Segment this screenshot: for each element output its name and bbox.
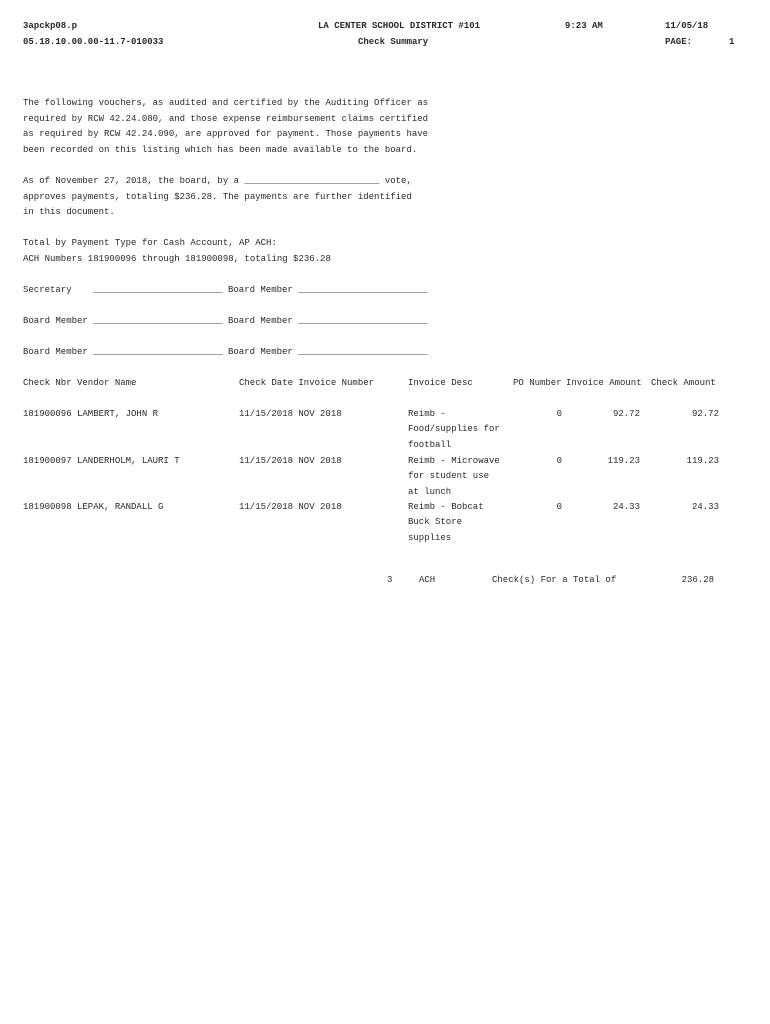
header-check-date-invoice: Check Date Invoice Number <box>239 378 375 388</box>
header-invoice-desc: Invoice Desc <box>408 378 473 388</box>
signature-board-member: Board Member ________________________ <box>23 347 223 357</box>
signature-board-member: Board Member ________________________ <box>228 347 428 357</box>
summary-type: ACH <box>419 575 436 585</box>
report-title: Check Summary <box>358 37 429 47</box>
header-po-number: PO Number <box>513 378 562 388</box>
program-name: 3apckp08.p <box>23 21 78 31</box>
row-desc-line: Food/supplies for <box>408 424 500 434</box>
row-check-date-invoice: 11/15/2018 NOV 2018 <box>239 409 342 419</box>
district-name: LA CENTER SCHOOL DISTRICT #101 <box>318 21 481 31</box>
approval-line: approves payments, totaling $236.28. The payments are further identified <box>23 191 412 202</box>
row-check-date-invoice: 11/15/2018 NOV 2018 <box>239 456 342 466</box>
totals-line: ACH Numbers 181900096 through 181900098, totaling $236.28 <box>23 253 331 264</box>
row-po-number: 0 <box>556 456 562 466</box>
row-check-amount: 119.23 <box>686 456 719 466</box>
summary-total: 236.28 <box>681 575 714 585</box>
summary-count: 3 <box>387 575 393 585</box>
row-check-amount: 24.33 <box>691 502 719 512</box>
row-desc-line: football <box>408 440 452 450</box>
intro-paragraph <box>23 96 443 158</box>
signature-board-member: Board Member ________________________ <box>23 316 223 326</box>
intro-line: as required by RCW 42.24.090, are approved for payment. Those payments have <box>23 129 429 139</box>
row-desc-line: Reimb - Microwave <box>408 456 500 466</box>
row-check-date-invoice: 11/15/2018 NOV 2018 <box>239 502 342 512</box>
page-label: PAGE: <box>665 37 693 47</box>
signature-board-member: Board Member ________________________ <box>228 316 428 326</box>
totals-line: Total by Payment Type for Cash Account, AP ACH: <box>23 238 277 248</box>
row-desc-line: for student use <box>408 471 490 481</box>
row-desc-line: Reimb - <box>408 409 446 419</box>
row-desc-line: Reimb - Bobcat <box>408 502 484 512</box>
row-check-vendor: 181900096 LAMBERT, JOHN R <box>23 409 159 419</box>
row-invoice-amount: 92.72 <box>612 409 640 419</box>
row-check-amount: 92.72 <box>691 409 719 419</box>
totals-paragraph <box>23 236 443 267</box>
header-check-vendor: Check Nbr Vendor Name <box>23 378 137 388</box>
row-desc-line: supplies <box>408 533 452 543</box>
row-invoice-amount: 24.33 <box>612 502 640 512</box>
signature-secretary: Secretary ________________________ <box>23 285 223 295</box>
intro-line: required by RCW 42.24.080, and those expense reimbursement claims certified <box>23 113 429 124</box>
row-po-number: 0 <box>556 409 562 419</box>
row-invoice-amount: 119.23 <box>607 456 640 466</box>
row-desc-line: Buck Store <box>408 517 463 527</box>
version-code: 05.18.10.00.00-11.7-010033 <box>23 37 164 47</box>
approval-line: As of November 27, 2018, the board, by a _________________________ vote, <box>23 176 412 186</box>
report-date: 11/05/18 <box>665 21 709 31</box>
intro-line: been recorded on this listing which has been made available to the board. <box>23 144 418 155</box>
header-check-amount: Check Amount <box>651 378 716 388</box>
row-po-number: 0 <box>556 502 562 512</box>
header-invoice-amount: Invoice Amount <box>566 378 642 388</box>
row-desc-line: at lunch <box>408 487 452 497</box>
approval-paragraph <box>23 174 443 221</box>
report-time: 9:23 AM <box>565 21 603 31</box>
row-check-vendor: 181900097 LANDERHOLM, LAURI T <box>23 456 180 466</box>
signature-board-member: Board Member ________________________ <box>228 285 428 295</box>
summary-label: Check(s) For a Total of <box>492 575 617 585</box>
intro-line: The following vouchers, as audited and certified by the Auditing Officer as <box>23 98 429 108</box>
page-number: 1 <box>729 37 735 47</box>
row-check-vendor: 181900098 LEPAK, RANDALL G <box>23 502 164 512</box>
approval-line: in this document. <box>23 207 115 217</box>
